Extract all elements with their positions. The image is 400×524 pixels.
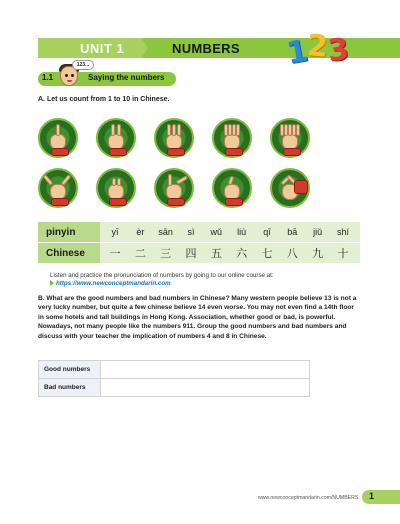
bad-numbers-label: Bad numbers (39, 379, 101, 397)
pinyin-cell: èr (136, 227, 145, 237)
pinyin-cell: bā (287, 227, 298, 237)
hand-ten-icon (270, 168, 310, 208)
hand-three-icon (154, 118, 194, 158)
logo-digit-2: 2 (305, 28, 330, 65)
pinyin-cell: sì (187, 227, 195, 237)
hand-four-icon (212, 118, 252, 158)
numbers-logo (284, 28, 355, 76)
chinese-cell: 五 (210, 247, 222, 260)
pinyin-header: pinyin (38, 222, 100, 243)
pinyin-cell: liù (237, 227, 247, 237)
pinyin-cell: yī (111, 227, 119, 237)
section-title: Saying the numbers (88, 73, 165, 82)
pinyin-cell: sān (158, 227, 173, 237)
bad-numbers-row (39, 379, 310, 397)
page-number-tab (362, 490, 400, 504)
chinese-row (38, 243, 360, 264)
mascot-icon (58, 60, 90, 88)
bad-numbers-field[interactable] (101, 379, 310, 397)
page-number: 1 (369, 491, 375, 501)
hand-nine-icon (212, 168, 252, 208)
good-numbers-field[interactable] (101, 361, 310, 379)
logo-digit-1: 1 (284, 33, 311, 72)
hand-five-icon (270, 118, 310, 158)
chinese-cell: 四 (185, 247, 197, 260)
chinese-cells (100, 245, 360, 261)
hand-eight-icon (154, 168, 194, 208)
section-number: 1.1 (42, 73, 54, 82)
pinyin-row (38, 222, 360, 243)
chinese-cell: 八 (286, 247, 298, 260)
unit-title: NUMBERS (172, 41, 240, 56)
listen-instruction: Listen and practice the pronunciation of numbers by going to our online course at: (50, 272, 274, 279)
unit-label: UNIT 1 (80, 41, 125, 56)
instruction-a: A. Let us count from 1 to 10 in Chinese. (38, 96, 170, 103)
arrow-right-icon (50, 280, 54, 286)
pinyin-cell: shí (336, 227, 349, 237)
numbers-table (38, 360, 310, 397)
chinese-cell: 二 (134, 247, 146, 260)
chinese-header: Chinese (38, 243, 100, 264)
good-numbers-label: Good numbers (39, 361, 101, 379)
pinyin-cell: wǔ (210, 227, 223, 237)
chinese-cell: 七 (261, 247, 273, 260)
pinyin-cell: jiǔ (313, 227, 323, 237)
hand-seven-icon (96, 168, 136, 208)
chinese-cell: 九 (312, 247, 324, 260)
footer-url: www.newconceptmandarin.com/NUMBERS (258, 495, 359, 501)
hand-six-icon (38, 168, 78, 208)
chinese-cell: 六 (236, 247, 248, 260)
paragraph-b: B. What are the good numbers and bad numbers in Chinese? Many western people believe 13 is not a very lucky number, but quite a few chinese believe 14 even worse. You may not even find a 14th floor in some hotels and tall buildings in Hong Kong. Association, whether good or bad, is powerful. Nowadays, not many people like the numbers 911. Group the good numbers and bad numbers and discuss with your teacher the implication of numbers 4 and 8 in Chinese. (38, 295, 357, 340)
pinyin-cell: qī (263, 227, 271, 237)
chinese-cell: 一 (109, 247, 121, 260)
course-link-text[interactable]: https://www.newconceptmandarin.com (56, 280, 171, 287)
pinyin-cells (100, 227, 360, 237)
hand-gestures (38, 118, 338, 218)
course-link[interactable] (50, 280, 171, 287)
pinyin-table (38, 221, 360, 264)
mascot-bubble: 123... (72, 60, 94, 70)
good-numbers-row (39, 361, 310, 379)
chinese-cell: 十 (337, 247, 349, 260)
logo-digit-3: 3 (326, 32, 351, 69)
chinese-cell: 三 (160, 247, 172, 260)
hand-two-icon (96, 118, 136, 158)
hand-one-icon (38, 118, 78, 158)
